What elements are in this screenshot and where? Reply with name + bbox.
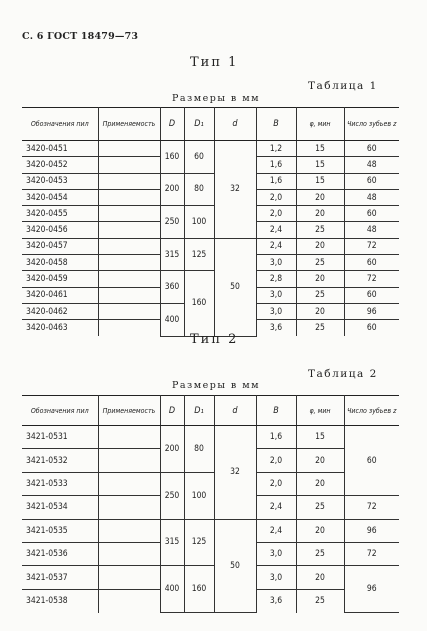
B-cell: 3,6 xyxy=(256,320,296,336)
table-row xyxy=(22,472,399,495)
D-cell: 400 xyxy=(160,566,184,613)
usage-cell xyxy=(98,287,160,303)
col-header-D: D xyxy=(160,108,184,141)
z-cell: 60 xyxy=(344,426,399,496)
d-cell: 32 xyxy=(214,141,256,239)
code-cell: 3420-0461 xyxy=(22,287,98,303)
code-cell: 3421-0536 xyxy=(22,542,98,565)
col-header-usage: Применяемость xyxy=(98,108,160,141)
table-row xyxy=(22,519,399,542)
B-cell: 3,0 xyxy=(256,566,296,589)
z-cell: 48 xyxy=(344,189,399,205)
code-cell: 3420-0458 xyxy=(22,255,98,271)
code-cell: 3421-0538 xyxy=(22,589,98,612)
B-cell: 1,6 xyxy=(256,173,296,189)
code-cell: 3421-0531 xyxy=(22,426,98,449)
col-header-code: Обозначения пил xyxy=(22,396,98,426)
code-cell: 3421-0534 xyxy=(22,496,98,519)
z-cell: 72 xyxy=(344,496,399,519)
table-row xyxy=(22,173,399,189)
usage-cell xyxy=(98,303,160,319)
code-cell: 3420-0462 xyxy=(22,303,98,319)
d-cell: 50 xyxy=(214,519,256,613)
B-cell: 2,4 xyxy=(256,496,296,519)
page-header: С. 6 ГОСТ 18479—73 xyxy=(22,31,139,42)
usage-cell xyxy=(98,566,160,589)
z-cell: 60 xyxy=(344,206,399,222)
B-cell: 2,0 xyxy=(256,472,296,495)
col-header-z: Число зубьев z xyxy=(344,108,399,141)
type2-title: Тип 2 xyxy=(190,332,239,347)
z-cell: 60 xyxy=(344,141,399,157)
table2-units: Размеры в мм xyxy=(172,380,261,391)
phi-cell: 25 xyxy=(296,320,344,336)
B-cell: 2,8 xyxy=(256,271,296,287)
B-cell: 2,4 xyxy=(256,519,296,542)
D1-cell: 160 xyxy=(184,271,214,336)
usage-cell xyxy=(98,519,160,542)
D-cell: 315 xyxy=(160,519,184,566)
z-cell: 60 xyxy=(344,320,399,336)
z-cell: 60 xyxy=(344,287,399,303)
D-cell: 200 xyxy=(160,173,184,206)
d-cell: 32 xyxy=(214,426,256,520)
D1-cell: 125 xyxy=(184,238,214,271)
code-cell: 3420-0457 xyxy=(22,238,98,254)
usage-cell xyxy=(98,189,160,205)
phi-cell: 20 xyxy=(296,189,344,205)
D-cell: 315 xyxy=(160,238,184,271)
usage-cell xyxy=(98,449,160,472)
D1-cell: 100 xyxy=(184,206,214,239)
code-cell: 3420-0459 xyxy=(22,271,98,287)
phi-cell: 25 xyxy=(296,255,344,271)
type1-title: Тип 1 xyxy=(190,55,239,70)
B-cell: 2,0 xyxy=(256,189,296,205)
D-cell: 360 xyxy=(160,271,184,304)
code-cell: 3421-0535 xyxy=(22,519,98,542)
phi-cell: 20 xyxy=(296,566,344,589)
col-header-d: d xyxy=(214,108,256,141)
code-cell: 3421-0537 xyxy=(22,566,98,589)
phi-cell: 20 xyxy=(296,449,344,472)
table-row xyxy=(22,238,399,254)
phi-cell: 20 xyxy=(296,472,344,495)
D1-cell: 125 xyxy=(184,519,214,566)
B-cell: 3,0 xyxy=(256,542,296,565)
table1-units: Размеры в мм xyxy=(172,93,261,104)
col-header-code: Обозначения пил xyxy=(22,108,98,141)
z-cell: 96 xyxy=(344,519,399,542)
phi-cell: 25 xyxy=(296,287,344,303)
col-header-d: d xyxy=(214,396,256,426)
code-cell: 3421-0533 xyxy=(22,472,98,495)
code-cell: 3420-0452 xyxy=(22,157,98,173)
D1-cell: 160 xyxy=(184,566,214,613)
phi-cell: 25 xyxy=(296,542,344,565)
code-cell: 3420-0454 xyxy=(22,189,98,205)
usage-cell xyxy=(98,222,160,238)
table-row xyxy=(22,141,399,157)
code-cell: 3420-0463 xyxy=(22,320,98,336)
phi-cell: 15 xyxy=(296,141,344,157)
phi-cell: 25 xyxy=(296,496,344,519)
D-cell: 250 xyxy=(160,206,184,239)
usage-cell xyxy=(98,141,160,157)
col-header-phi: φ, мин xyxy=(296,108,344,141)
code-cell: 3420-0456 xyxy=(22,222,98,238)
D-cell: 400 xyxy=(160,303,184,336)
col-header-B: B xyxy=(256,108,296,141)
usage-cell xyxy=(98,426,160,449)
table-1 xyxy=(22,107,399,337)
B-cell: 2,4 xyxy=(256,238,296,254)
table2-label: Таблица 2 xyxy=(308,368,378,380)
D1-cell: 60 xyxy=(184,141,214,174)
usage-cell xyxy=(98,496,160,519)
table-2 xyxy=(22,395,399,613)
B-cell: 3,6 xyxy=(256,589,296,612)
B-cell: 1,6 xyxy=(256,157,296,173)
D-cell: 160 xyxy=(160,141,184,174)
usage-cell xyxy=(98,173,160,189)
col-header-D1: D₁ xyxy=(184,108,214,141)
D1-cell: 80 xyxy=(184,426,214,473)
z-cell: 72 xyxy=(344,542,399,565)
usage-cell xyxy=(98,589,160,612)
table-row xyxy=(22,426,399,449)
code-cell: 3421-0532 xyxy=(22,449,98,472)
col-header-z: Число зубьев z xyxy=(344,396,399,426)
usage-cell xyxy=(98,472,160,495)
z-cell: 96 xyxy=(344,303,399,319)
code-cell: 3420-0455 xyxy=(22,206,98,222)
col-header-B: B xyxy=(256,396,296,426)
phi-cell: 20 xyxy=(296,206,344,222)
D1-cell: 100 xyxy=(184,472,214,519)
B-cell: 3,0 xyxy=(256,303,296,319)
B-cell: 2,0 xyxy=(256,206,296,222)
usage-cell xyxy=(98,238,160,254)
D1-cell: 80 xyxy=(184,173,214,206)
phi-cell: 15 xyxy=(296,173,344,189)
table-row xyxy=(22,566,399,589)
phi-cell: 20 xyxy=(296,238,344,254)
table-row xyxy=(22,206,399,222)
z-cell: 48 xyxy=(344,157,399,173)
usage-cell xyxy=(98,542,160,565)
phi-cell: 25 xyxy=(296,589,344,612)
usage-cell xyxy=(98,271,160,287)
D-cell: 250 xyxy=(160,472,184,519)
phi-cell: 20 xyxy=(296,303,344,319)
phi-cell: 20 xyxy=(296,271,344,287)
B-cell: 2,4 xyxy=(256,222,296,238)
col-header-phi: φ, мин xyxy=(296,396,344,426)
phi-cell: 20 xyxy=(296,519,344,542)
usage-cell xyxy=(98,157,160,173)
usage-cell xyxy=(98,320,160,336)
z-cell: 72 xyxy=(344,271,399,287)
B-cell: 3,0 xyxy=(256,287,296,303)
col-header-usage: Применяемость xyxy=(98,396,160,426)
col-header-D: D xyxy=(160,396,184,426)
d-cell: 50 xyxy=(214,238,256,336)
z-cell: 72 xyxy=(344,238,399,254)
table1-label: Таблица 1 xyxy=(308,80,378,92)
usage-cell xyxy=(98,255,160,271)
table-row xyxy=(22,271,399,287)
B-cell: 1,6 xyxy=(256,426,296,449)
phi-cell: 15 xyxy=(296,157,344,173)
z-cell: 60 xyxy=(344,255,399,271)
z-cell: 48 xyxy=(344,222,399,238)
code-cell: 3420-0453 xyxy=(22,173,98,189)
B-cell: 3,0 xyxy=(256,255,296,271)
B-cell: 1,2 xyxy=(256,141,296,157)
phi-cell: 25 xyxy=(296,222,344,238)
B-cell: 2,0 xyxy=(256,449,296,472)
z-cell: 60 xyxy=(344,173,399,189)
usage-cell xyxy=(98,206,160,222)
z-cell: 96 xyxy=(344,566,399,613)
phi-cell: 15 xyxy=(296,426,344,449)
col-header-D1: D₁ xyxy=(184,396,214,426)
D-cell: 200 xyxy=(160,426,184,473)
code-cell: 3420-0451 xyxy=(22,141,98,157)
